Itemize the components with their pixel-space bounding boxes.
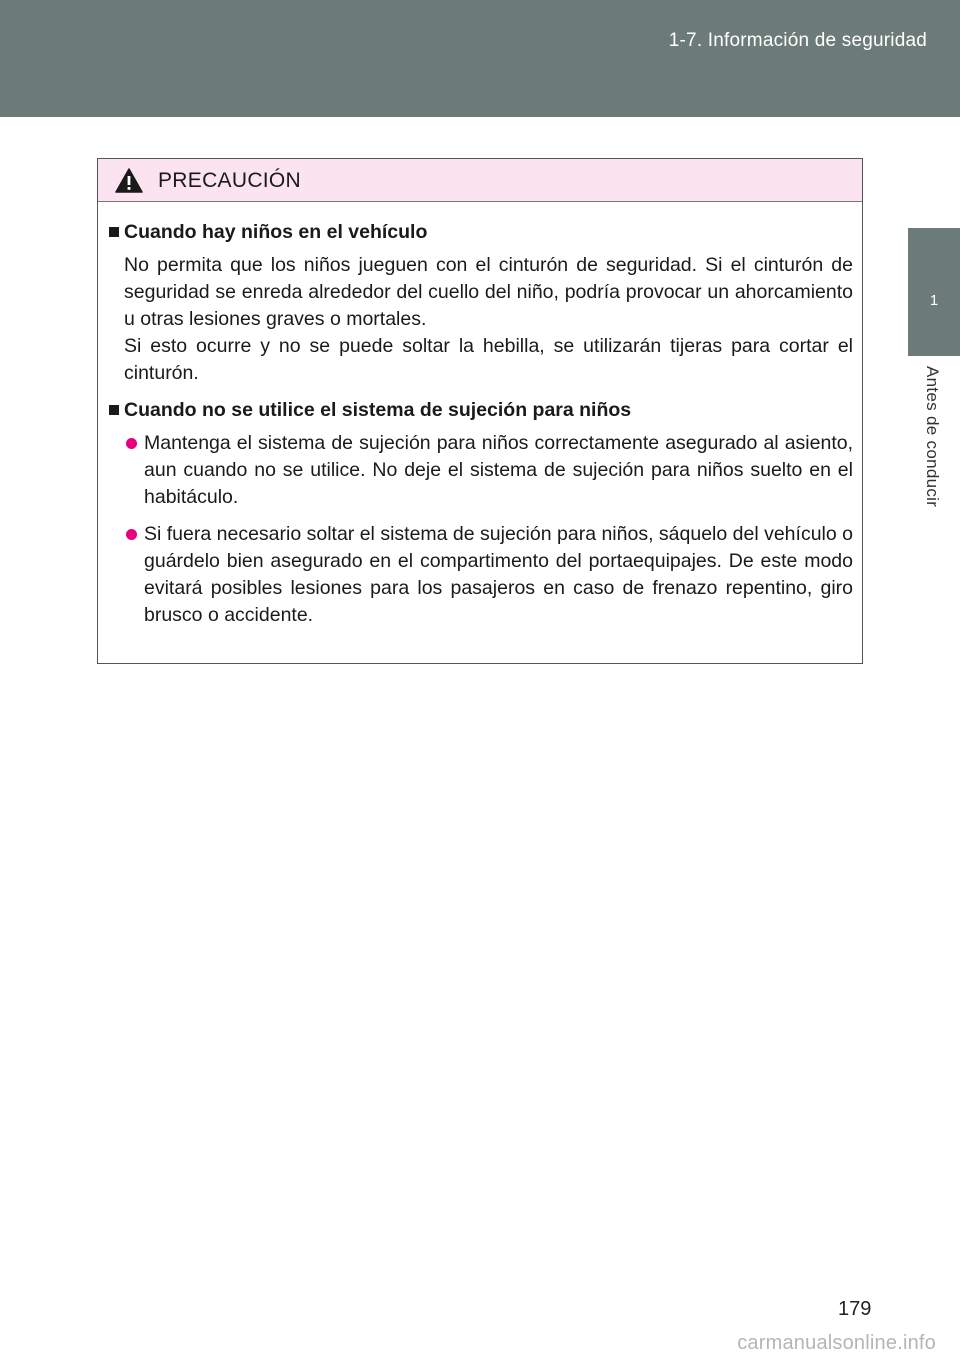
list-item (107, 521, 853, 629)
list-item-text: Si fuera necesario soltar el sistema de sujeción para niños, sáquelo del vehículo o guárdelo bien asegurado en el compartimento del portaequipajes. De este modo evitará posibles lesiones para los pasajeros en caso de frenazo repentino, giro brusco o accidente. (144, 523, 853, 626)
watermark: carmanualsonline.info (737, 1332, 936, 1354)
header-band (0, 0, 960, 117)
section-title: 1-7. Información de seguridad (668, 30, 927, 51)
caution-title: PRECAUCIÓN (158, 169, 302, 192)
section-heading-text: Cuando hay niños en el vehículo (124, 221, 428, 243)
warning-triangle-icon (115, 168, 143, 193)
paragraph: Si esto ocurre y no se puede soltar la hebilla, se utilizarán tijeras para cortar el cinturón. (124, 335, 853, 384)
chapter-tab (908, 228, 960, 356)
caution-body (98, 202, 862, 629)
caution-header (98, 159, 862, 202)
caution-box (97, 158, 863, 664)
square-bullet-icon (109, 405, 119, 415)
paragraph: No permita que los niños jueguen con el cinturón de seguridad. Si el cinturón de seguridad se enreda alrededor del cuello del niño, podría provocar un ahorcamiento u otras lesiones graves o mortales. (124, 254, 853, 330)
page-number: 179 (838, 1298, 872, 1320)
list-item-text: Mantenga el sistema de sujeción para niños correctamente asegurado al asiento, aun cuando no se utilice. No deje el sistema de sujeción para niños suelto en el habitáculo. (144, 432, 853, 508)
chapter-number: 1 (929, 292, 939, 309)
chapter-label-container (908, 356, 960, 556)
round-bullet-icon (126, 438, 137, 449)
round-bullet-icon (126, 529, 137, 540)
chapter-label: Antes de conducir (923, 366, 942, 508)
section-heading (107, 397, 853, 424)
section-heading-text: Cuando no se utilice el sistema de sujeción para niños (124, 399, 632, 421)
square-bullet-icon (109, 227, 119, 237)
section-heading (107, 219, 853, 246)
list-item (107, 430, 853, 511)
